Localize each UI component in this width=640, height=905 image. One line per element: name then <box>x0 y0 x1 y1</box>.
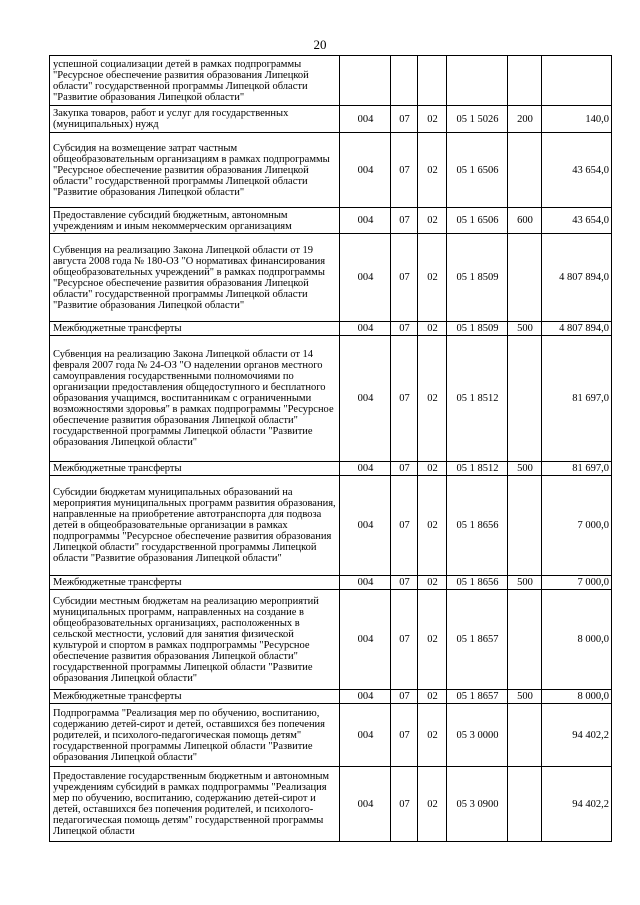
table-row <box>50 476 612 576</box>
cell-name: Субвенция на реализацию Закона Липецкой области от 14 февраля 2007 года № 24-ОЗ "О наделении органов местного самоуправления государственными полномочиями по организации предоставления общедоступного и бесплатного образования учащимся, воспитанникам с ограниченными возможностями здоровья" в рамках подпрограммы "Ресурсное обеспечение развития образования Липецкой области" государственной программы Липецкой области "Развитие образования Липецкой области" <box>50 336 340 462</box>
cell-section-code: 07 <box>391 106 418 133</box>
cell-amount: 94 402,2 <box>542 767 612 842</box>
cell-target-article: 05 3 0900 <box>447 767 508 842</box>
budget-table <box>49 55 612 842</box>
page-number: 20 <box>313 37 327 52</box>
cell-subsection-code: 02 <box>418 476 447 576</box>
cell-ministry-code: 004 <box>340 767 391 842</box>
table-row <box>50 690 612 704</box>
cell-target-article: 05 1 8656 <box>447 576 508 590</box>
table-row <box>50 322 612 336</box>
cell-subsection-code <box>418 56 447 106</box>
cell-name: Субсидии бюджетам муниципальных образований на мероприятия муниципальных программ развития образования, направленные на приобретение автотранспорта для подвоза детей в общеобразовательные организации в рамках подпрограммы "Ресурсное обеспечение развития образования Липецкой области" государственной программы Липецкой области "Развитие образования Липецкой области" <box>50 476 340 576</box>
cell-section-code: 07 <box>391 462 418 476</box>
cell-subsection-code: 02 <box>418 576 447 590</box>
cell-section-code: 07 <box>391 767 418 842</box>
cell-name: Межбюджетные трансферты <box>50 576 340 590</box>
cell-amount: 140,0 <box>542 106 612 133</box>
table-row <box>50 576 612 590</box>
cell-section-code: 07 <box>391 322 418 336</box>
cell-amount: 94 402,2 <box>542 704 612 767</box>
cell-target-article: 05 1 8509 <box>447 234 508 322</box>
cell-amount: 81 697,0 <box>542 336 612 462</box>
cell-section-code: 07 <box>391 590 418 690</box>
cell-amount: 43 654,0 <box>542 133 612 208</box>
cell-target-article: 05 3 0000 <box>447 704 508 767</box>
cell-expense-type <box>508 234 542 322</box>
cell-expense-type: 500 <box>508 322 542 336</box>
cell-name: Межбюджетные трансферты <box>50 690 340 704</box>
cell-expense-type <box>508 336 542 462</box>
cell-expense-type <box>508 56 542 106</box>
table-row <box>50 106 612 133</box>
cell-expense-type: 500 <box>508 690 542 704</box>
cell-amount: 7 000,0 <box>542 476 612 576</box>
cell-subsection-code: 02 <box>418 690 447 704</box>
cell-subsection-code: 02 <box>418 208 447 234</box>
cell-target-article: 05 1 8512 <box>447 462 508 476</box>
cell-amount: 4 807 894,0 <box>542 234 612 322</box>
cell-subsection-code: 02 <box>418 336 447 462</box>
table-row <box>50 133 612 208</box>
cell-section-code: 07 <box>391 690 418 704</box>
cell-name: Субсидии местным бюджетам на реализацию мероприятий муниципальных программ, направленных на создание в общеобразовательных организациях, расположенных в сельской местности, условий для занятия физической культурой и спортом в рамках подпрограммы "Ресурсное обеспечение развития образования Липецкой области" государственной программы Липецкой области "Развитие образования Липецкой области" <box>50 590 340 690</box>
cell-subsection-code: 02 <box>418 767 447 842</box>
cell-target-article: 05 1 8509 <box>447 322 508 336</box>
cell-subsection-code: 02 <box>418 322 447 336</box>
cell-amount: 8 000,0 <box>542 590 612 690</box>
cell-subsection-code: 02 <box>418 704 447 767</box>
table-row <box>50 590 612 690</box>
cell-name: Предоставление государственным бюджетным и автономным учреждениям субсидий в рамках подпрограммы "Реализация мер по обучению, воспитанию, содержанию детей-сирот и детей, оставшихся без попечения родителей, и психолого-педагогическая помощь детям" государственной программы Липецкой области <box>50 767 340 842</box>
cell-ministry-code: 004 <box>340 476 391 576</box>
cell-expense-type <box>508 590 542 690</box>
cell-ministry-code <box>340 56 391 106</box>
cell-section-code: 07 <box>391 208 418 234</box>
budget-table-body <box>50 56 612 842</box>
cell-name: успешной социализации детей в рамках подпрограммы "Ресурсное обеспечение развития образования Липецкой области" государственной программы Липецкой области "Развитие образования Липецкой области" <box>50 56 340 106</box>
cell-expense-type: 500 <box>508 576 542 590</box>
cell-section-code <box>391 56 418 106</box>
cell-ministry-code: 004 <box>340 133 391 208</box>
cell-ministry-code: 004 <box>340 322 391 336</box>
cell-subsection-code: 02 <box>418 133 447 208</box>
cell-amount: 7 000,0 <box>542 576 612 590</box>
cell-expense-type <box>508 476 542 576</box>
cell-name: Закупка товаров, работ и услуг для государственных (муниципальных) нужд <box>50 106 340 133</box>
table-row <box>50 767 612 842</box>
cell-target-article <box>447 56 508 106</box>
cell-ministry-code: 004 <box>340 234 391 322</box>
cell-ministry-code: 004 <box>340 462 391 476</box>
cell-target-article: 05 1 8656 <box>447 476 508 576</box>
cell-name: Межбюджетные трансферты <box>50 462 340 476</box>
cell-section-code: 07 <box>391 576 418 590</box>
cell-ministry-code: 004 <box>340 106 391 133</box>
cell-ministry-code: 004 <box>340 576 391 590</box>
cell-name: Субвенция на реализацию Закона Липецкой области от 19 августа 2008 года № 180-ОЗ "О нормативах финансирования общеобразовательных учреждений" в рамках подпрограммы "Ресурсное обеспечение развития образования Липецкой области" государственной программы Липецкой области "Развитие образования Липецкой области" <box>50 234 340 322</box>
cell-subsection-code: 02 <box>418 234 447 322</box>
cell-expense-type: 200 <box>508 106 542 133</box>
cell-name: Подпрограмма "Реализация мер по обучению, воспитанию, содержанию детей-сирот и детей, оставшихся без попечения родителей, и психолого-педагогическая помощь детям" государственной программы Липецкой области "Развитие образования Липецкой области" <box>50 704 340 767</box>
cell-name: Предоставление субсидий бюджетным, автономным учреждениям и иным некоммерческим организациям <box>50 208 340 234</box>
cell-target-article: 05 1 6506 <box>447 208 508 234</box>
cell-amount: 43 654,0 <box>542 208 612 234</box>
cell-amount: 8 000,0 <box>542 690 612 704</box>
cell-subsection-code: 02 <box>418 590 447 690</box>
cell-ministry-code: 004 <box>340 690 391 704</box>
cell-target-article: 05 1 5026 <box>447 106 508 133</box>
cell-section-code: 07 <box>391 476 418 576</box>
cell-expense-type <box>508 704 542 767</box>
cell-target-article: 05 1 8657 <box>447 590 508 690</box>
cell-ministry-code: 004 <box>340 336 391 462</box>
cell-section-code: 07 <box>391 234 418 322</box>
table-row <box>50 462 612 476</box>
cell-section-code: 07 <box>391 336 418 462</box>
table-row <box>50 336 612 462</box>
table-row <box>50 56 612 106</box>
cell-subsection-code: 02 <box>418 106 447 133</box>
cell-expense-type <box>508 767 542 842</box>
table-row <box>50 704 612 767</box>
cell-expense-type <box>508 133 542 208</box>
cell-ministry-code: 004 <box>340 208 391 234</box>
cell-amount <box>542 56 612 106</box>
cell-expense-type: 600 <box>508 208 542 234</box>
cell-subsection-code: 02 <box>418 462 447 476</box>
cell-target-article: 05 1 8512 <box>447 336 508 462</box>
cell-ministry-code: 004 <box>340 704 391 767</box>
cell-expense-type: 500 <box>508 462 542 476</box>
cell-ministry-code: 004 <box>340 590 391 690</box>
cell-target-article: 05 1 6506 <box>447 133 508 208</box>
cell-target-article: 05 1 8657 <box>447 690 508 704</box>
cell-name: Межбюджетные трансферты <box>50 322 340 336</box>
cell-name: Субсидия на возмещение затрат частным общеобразовательным организациям в рамках подпрограммы "Ресурсное обеспечение развития образования Липецкой области" государственной программы Липецкой области "Развитие образования Липецкой области" <box>50 133 340 208</box>
cell-amount: 4 807 894,0 <box>542 322 612 336</box>
cell-amount: 81 697,0 <box>542 462 612 476</box>
cell-section-code: 07 <box>391 133 418 208</box>
table-row <box>50 234 612 322</box>
cell-section-code: 07 <box>391 704 418 767</box>
table-row <box>50 208 612 234</box>
